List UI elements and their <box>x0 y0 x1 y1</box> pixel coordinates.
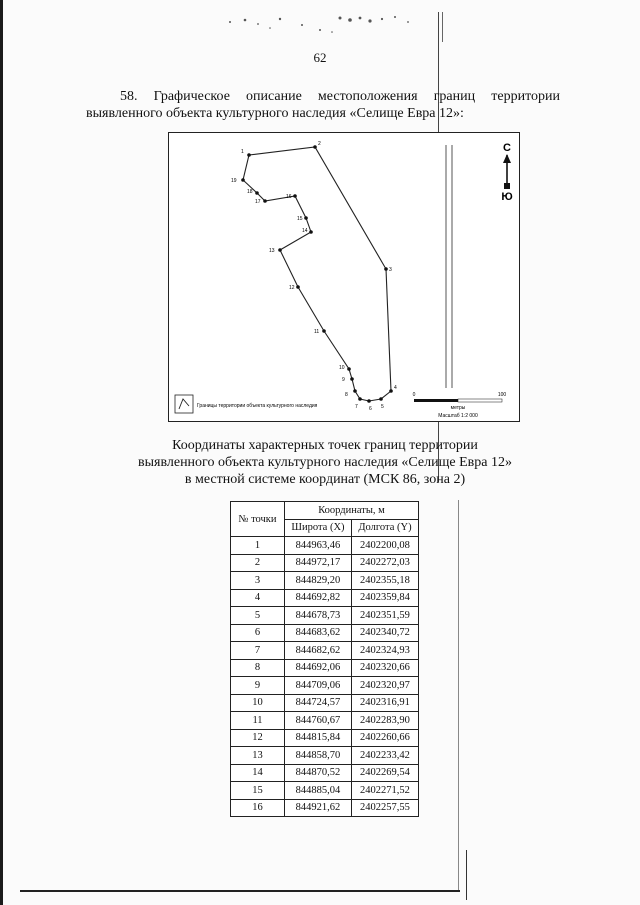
scale-unit: метры <box>450 405 466 411</box>
latitude-cell: 844885,04 <box>285 782 352 800</box>
vertex-label: 5 <box>381 404 384 410</box>
caption-line: Координаты характерных точек границ территории <box>172 438 478 453</box>
south-arrow-label: Ю <box>501 191 513 203</box>
table-row <box>231 729 419 747</box>
longitude-cell: 2402359,84 <box>351 589 418 607</box>
longitude-cell: 2402271,52 <box>351 782 418 800</box>
caption-line: выявленного объекта культурного наследия «Селище Евра 12» <box>137 455 512 470</box>
longitude-cell: 2402355,18 <box>351 572 418 590</box>
boundary-map-canvas <box>169 133 519 421</box>
point-number-cell: 1 <box>231 537 285 555</box>
vertex-label: 9 <box>342 377 345 383</box>
caption-line: в местной системе координат (МСК 86, зона 2) <box>184 472 466 487</box>
coordinates-table-body <box>231 537 419 817</box>
longitude-cell: 2402324,93 <box>351 642 418 660</box>
table-row <box>231 712 419 730</box>
boundary-vertex <box>255 191 259 195</box>
point-number-cell: 12 <box>231 729 285 747</box>
latitude-cell: 844692,82 <box>285 589 352 607</box>
boundary-vertex <box>389 389 393 393</box>
vertex-label: 2 <box>318 141 321 147</box>
boundary-vertex <box>350 377 354 381</box>
latitude-cell: 844963,46 <box>285 537 352 555</box>
vertex-label: 11 <box>314 329 320 335</box>
scale-zero: 0 <box>412 392 416 398</box>
latitude-cell: 844678,73 <box>285 607 352 625</box>
boundary-vertex <box>379 397 383 401</box>
boundary-vertex <box>241 178 245 182</box>
latitude-cell: 844972,17 <box>285 554 352 572</box>
boundary-vertex <box>353 389 357 393</box>
vertex-label: 1 <box>241 149 244 155</box>
boundary-vertex <box>347 367 351 371</box>
boundary-vertex <box>293 194 297 198</box>
point-number-cell: 16 <box>231 799 285 817</box>
section-heading: 58. Графическое описание местоположения границ территории выявленного объекта культурного наследия «Селище Евра 12»: <box>86 89 560 121</box>
boundary-vertex-labels <box>231 141 397 412</box>
boundary-vertex <box>296 285 300 289</box>
boundary-vertex <box>309 230 313 234</box>
vertex-label: 14 <box>302 228 308 234</box>
point-number-cell: 2 <box>231 554 285 572</box>
scan-line <box>466 850 467 900</box>
scan-smudge <box>210 10 420 36</box>
scan-edge-left <box>0 0 3 905</box>
point-number-cell: 5 <box>231 607 285 625</box>
vertex-label: 17 <box>255 199 261 205</box>
longitude-cell: 2402316,91 <box>351 694 418 712</box>
longitude-cell: 2402269,54 <box>351 764 418 782</box>
point-number-cell: 9 <box>231 677 285 695</box>
table-caption <box>100 437 550 488</box>
column-header-point: № точки <box>231 502 285 537</box>
scan-line <box>458 500 459 890</box>
table-row <box>231 677 419 695</box>
table-row <box>231 799 419 817</box>
boundary-polygon <box>243 147 391 401</box>
scan-edge-bottom <box>20 890 460 892</box>
latitude-cell: 844829,20 <box>285 572 352 590</box>
boundary-vertex <box>263 199 267 203</box>
table-row <box>231 624 419 642</box>
vertex-label: 8 <box>345 392 348 398</box>
table-row <box>231 694 419 712</box>
boundary-vertex <box>367 399 371 403</box>
table-row <box>231 589 419 607</box>
coordinates-table <box>230 501 419 817</box>
vertex-label: 16 <box>286 194 292 200</box>
boundary-vertex <box>313 145 317 149</box>
latitude-cell: 844682,62 <box>285 642 352 660</box>
column-header-latitude: Широта (X) <box>285 519 352 537</box>
boundary-vertex <box>278 248 282 252</box>
table-row <box>231 764 419 782</box>
vertex-label: 15 <box>297 216 303 222</box>
point-number-cell: 15 <box>231 782 285 800</box>
latitude-cell: 844760,67 <box>285 712 352 730</box>
table-row <box>231 659 419 677</box>
table-row <box>231 554 419 572</box>
latitude-cell: 844815,84 <box>285 729 352 747</box>
longitude-cell: 2402283,90 <box>351 712 418 730</box>
boundary-map <box>168 132 520 422</box>
scale-ratio: Масштаб 1:2 000 <box>438 413 478 419</box>
scale-max: 100 <box>497 392 507 398</box>
longitude-cell: 2402320,97 <box>351 677 418 695</box>
boundary-vertex <box>322 329 326 333</box>
boundary-vertices <box>241 145 393 403</box>
boundary-vertex <box>358 397 362 401</box>
latitude-cell: 844870,52 <box>285 764 352 782</box>
vertex-label: 13 <box>269 248 275 254</box>
map-legend <box>175 395 318 413</box>
longitude-cell: 2402340,72 <box>351 624 418 642</box>
legend-text: Границы территории объекта культурного наследия <box>197 403 318 409</box>
point-number-cell: 13 <box>231 747 285 765</box>
north-arrow <box>501 142 512 203</box>
point-number-cell: 7 <box>231 642 285 660</box>
column-header-coordinates: Координаты, м <box>285 502 419 520</box>
column-header-longitude: Долгота (Y) <box>351 519 418 537</box>
longitude-cell: 2402260,66 <box>351 729 418 747</box>
longitude-cell: 2402272,03 <box>351 554 418 572</box>
latitude-cell: 844709,06 <box>285 677 352 695</box>
point-number-cell: 11 <box>231 712 285 730</box>
latitude-cell: 844692,06 <box>285 659 352 677</box>
latitude-cell: 844683,62 <box>285 624 352 642</box>
vertex-label: 18 <box>247 189 253 195</box>
table-row <box>231 642 419 660</box>
longitude-cell: 2402200,08 <box>351 537 418 555</box>
latitude-cell: 844858,70 <box>285 747 352 765</box>
page-number: 62 <box>313 50 327 65</box>
longitude-cell: 2402257,55 <box>351 799 418 817</box>
vertex-label: 19 <box>231 178 237 184</box>
point-number-cell: 6 <box>231 624 285 642</box>
point-number-cell: 3 <box>231 572 285 590</box>
scale-bar <box>413 392 507 419</box>
table-row <box>231 607 419 625</box>
vertex-label: 6 <box>369 406 372 412</box>
scan-line <box>442 12 443 42</box>
vertex-label: 4 <box>394 385 397 391</box>
vertex-label: 7 <box>355 404 358 410</box>
north-arrow-label: С <box>503 142 511 154</box>
longitude-cell: 2402233,42 <box>351 747 418 765</box>
boundary-vertex <box>247 153 251 157</box>
table-row <box>231 782 419 800</box>
vertex-label: 3 <box>389 267 392 273</box>
boundary-vertex <box>304 216 308 220</box>
vertex-label: 10 <box>339 365 345 371</box>
point-number-cell: 10 <box>231 694 285 712</box>
latitude-cell: 844724,57 <box>285 694 352 712</box>
longitude-cell: 2402320,66 <box>351 659 418 677</box>
table-row <box>231 747 419 765</box>
boundary-vertex <box>384 267 388 271</box>
point-number-cell: 14 <box>231 764 285 782</box>
point-number-cell: 8 <box>231 659 285 677</box>
latitude-cell: 844921,62 <box>285 799 352 817</box>
longitude-cell: 2402351,59 <box>351 607 418 625</box>
table-row <box>231 537 419 555</box>
point-number-cell: 4 <box>231 589 285 607</box>
table-row <box>231 572 419 590</box>
vertex-label: 12 <box>289 285 295 291</box>
